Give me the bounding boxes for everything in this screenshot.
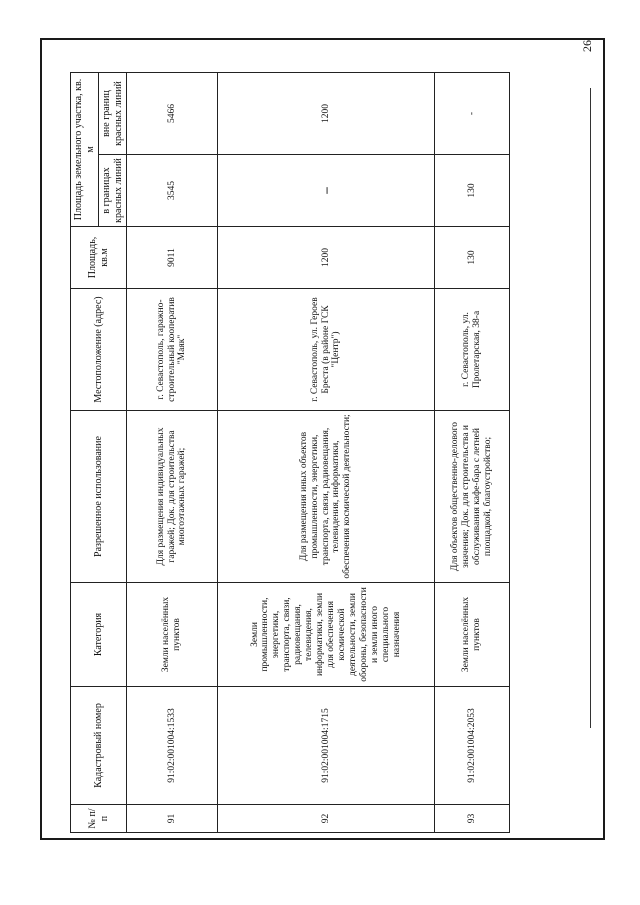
- header-num: № п/п: [71, 805, 127, 833]
- cell-within-red-lines: 130: [435, 155, 510, 227]
- header-outside-red-lines: вне границ красных линий: [99, 73, 127, 155]
- header-within-red-lines: в границах красных линий: [99, 155, 127, 227]
- table-row: [435, 73, 510, 833]
- cell-permitted-use: Для объектов общественно-делового значения; Док. для строительства и обслуживания кафе-бара с летней площадкой, благоустройство;: [435, 411, 510, 583]
- header-land-area: Площадь земельного участка, кв. м: [71, 73, 99, 227]
- page-divider: [590, 88, 591, 728]
- cell-permitted-use: Для размещения иных объектов промышленности, энергетики, транспорта, связи, радиовещания, телевидения, информатики, обеспечения космической деятельности;: [218, 411, 435, 583]
- cell-within-red-lines: 3545: [127, 155, 218, 227]
- cell-category: Земли населённых пунктов: [435, 583, 510, 687]
- header-permitted-use: Разрешенное использование: [71, 411, 127, 583]
- cell-cadastral: 91:02:001004:2053: [435, 687, 510, 805]
- cell-location: г. Севастополь, гаражно-строительный кооператив "Маяк": [127, 289, 218, 411]
- header-category: Категория: [71, 583, 127, 687]
- header-cadastral: Кадастровый номер: [71, 687, 127, 805]
- cell-outside-red-lines: 1200: [218, 73, 435, 155]
- header-location: Местоположение (адрес): [71, 289, 127, 411]
- cell-permitted-use: Для размещения индивидуальных гаражей; Док. для строительства многоэтажных гаражей;: [127, 411, 218, 583]
- cell-location: г. Севастополь, ул. Пролетарская, 38-а: [435, 289, 510, 411]
- cell-category: Земли промышленности, энергетики, транспорта, связи, радиовещания, телевидения, информатики, земли для обеспечения космической деятельности, земли обороны, безопасности и земли иного специального назначения: [218, 583, 435, 687]
- cell-category: Земли населённых пунктов: [127, 583, 218, 687]
- cell-within-red-lines: –: [218, 155, 435, 227]
- cell-outside-red-lines: 5466: [127, 73, 218, 155]
- cell-cadastral: 91:02:001004:1533: [127, 687, 218, 805]
- land-plot-table: [70, 72, 510, 833]
- cell-outside-red-lines: -: [435, 73, 510, 155]
- page-number: 26: [580, 40, 594, 52]
- cell-location: г. Севастополь, ул. Героев Бреста (в районе ГСК "Центр"): [218, 289, 435, 411]
- cell-num: 92: [218, 805, 435, 833]
- table-row: [127, 73, 218, 833]
- cell-num: 91: [127, 805, 218, 833]
- cell-area: 130: [435, 227, 510, 289]
- cell-cadastral: 91:02:001004:1715: [218, 687, 435, 805]
- cell-num: 93: [435, 805, 510, 833]
- header-area: Площадь, кв.м: [71, 227, 127, 289]
- cell-area: 1200: [218, 227, 435, 289]
- table-row: [218, 73, 435, 833]
- rotated-table-wrapper: [70, 73, 590, 833]
- cell-area: 9011: [127, 227, 218, 289]
